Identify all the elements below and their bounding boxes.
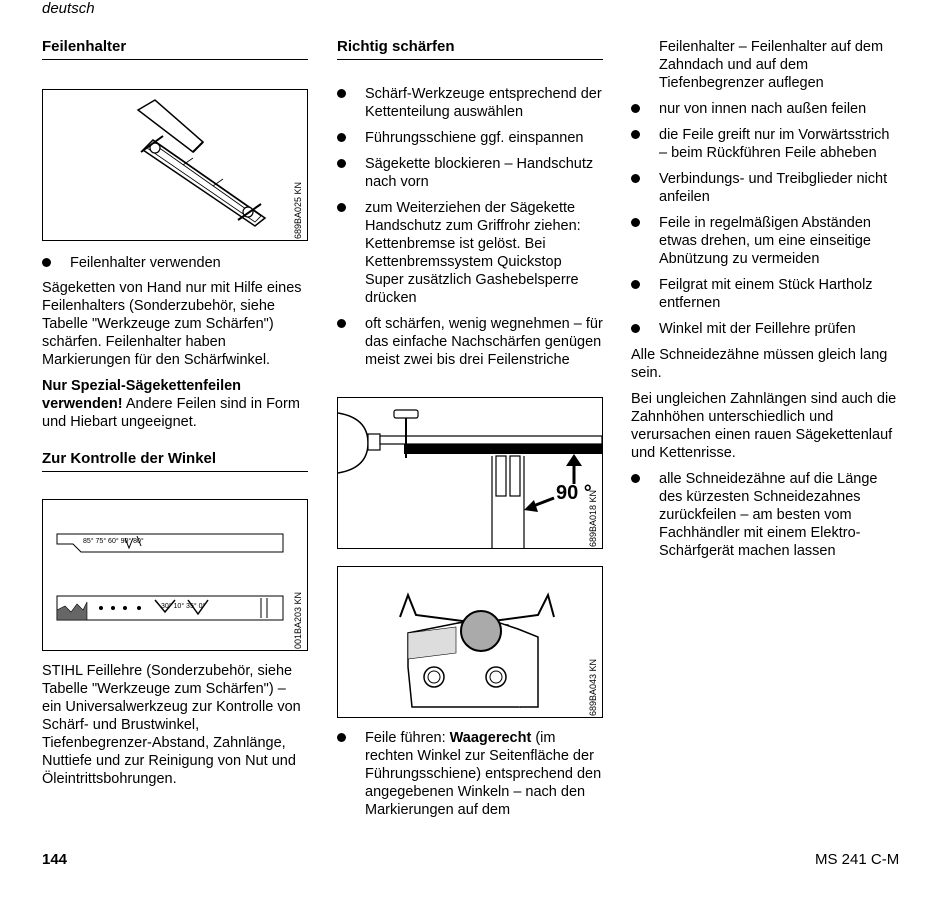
figure-code: 689BA043 KN <box>588 659 598 717</box>
figure-code: 001BA203 KN <box>293 592 303 650</box>
bullet-icon <box>631 174 640 183</box>
bullet-icon <box>631 324 640 333</box>
bullet-item <box>631 170 899 206</box>
paragraph: Sägeketten von Hand nur mit Hilfe eines Feilenhalters (Sonderzubehör, siehe Tabelle "Werkzeuge zum Schärfen") schärfen. Feilenhalter haben Markierungen für den Schärfwinkel. <box>42 280 302 368</box>
paragraph: Bei ungleichen Zahnlängen sind auch die Zahnhöhen unterschiedlich und verursachen einen rauen Sägekettenlauf und Kettenrisse. <box>631 391 897 461</box>
bullet-item <box>631 276 899 312</box>
bullet-item <box>631 126 899 162</box>
file-holder-illustration <box>43 90 307 240</box>
bullet-icon <box>337 159 346 168</box>
bullet-text: Feilenhalter verwenden <box>70 255 221 271</box>
figure-code: 689BA018 KN <box>588 490 598 548</box>
bullet-item <box>631 470 899 560</box>
bullet-icon <box>337 133 346 142</box>
bullet-icon <box>631 130 640 139</box>
bullet-item <box>337 199 603 307</box>
bullet-icon <box>337 203 346 212</box>
file-gauge-illustration <box>43 500 307 650</box>
bullet-icon <box>337 89 346 98</box>
bullet-item <box>631 214 899 268</box>
warning-text: Nur Spezial-Sägekettenfeilen verwenden! <box>42 378 242 412</box>
page-number: 144 <box>42 851 68 868</box>
column-1 <box>42 38 308 60</box>
bullet-text: zum Weiterziehen der Sägekette Handschutz zum Griffrohr ziehen: Kettenbremse ist gelöst. Bei Kettenbremssystem Quickstop Super zusätzlich Gashebelsperre drücken <box>365 200 581 306</box>
bullet-item <box>337 85 603 121</box>
model-name: MS 241 C-M <box>815 851 900 868</box>
bullet-text: Feilgrat mit einem Stück Hartholz entfernen <box>659 277 873 311</box>
column-3 <box>631 38 899 560</box>
bullet-item <box>337 129 603 147</box>
bullet-list <box>337 85 603 369</box>
bullet-text: oft schärfen, wenig wegnehmen – für das einfache Nachschärfen genügen meist zwei bis drei Feilenstriche <box>365 316 603 368</box>
figure-code: 689BA025 KN <box>293 182 303 240</box>
column-1-bottom-text <box>42 662 308 788</box>
bullet-item <box>337 729 603 819</box>
section-heading-feilenhalter: Feilenhalter <box>42 38 308 60</box>
bullet-icon <box>631 104 640 113</box>
bullet-text: nur von innen nach außen feilen <box>659 101 867 117</box>
bullet-text: Schärf-Werkzeuge entsprechend der Kettenteilung auswählen <box>365 86 602 120</box>
paragraph-text: Andere Feilen sind in Form und Hiebart ungeeignet. <box>42 396 300 430</box>
column-1-heading-2 <box>42 450 308 472</box>
gauge-top-labels: 85° 75° 60° 90° 80° <box>83 538 144 545</box>
bullet-icon <box>631 474 640 483</box>
bullet-item <box>631 320 899 338</box>
column-2 <box>337 38 603 369</box>
bullet-text: Verbindungs- und Treibglieder nicht anfeilen <box>659 171 888 205</box>
bullet-text: Feile führen: <box>365 730 450 746</box>
paragraph: Alle Schneidezähne müssen gleich lang sein. <box>631 347 888 381</box>
continuation-text: Feilenhalter – Feilenhalter auf dem Zahndach und auf dem Tiefenbegrenzer auflegen <box>659 39 884 91</box>
bullet-text: Winkel mit der Feillehre prüfen <box>659 321 856 337</box>
filing-angle-illustration <box>338 398 602 548</box>
bullet-item <box>42 254 308 272</box>
bullet-icon <box>42 258 51 267</box>
bullet-item <box>337 155 603 191</box>
paragraph-warning <box>42 377 308 431</box>
bullet-icon <box>631 218 640 227</box>
bullet-text-rest: (im rechten Winkel zur Seitenfläche der Führungsschiene) entsprechend den angegebenen Winkeln – nach den Markierungen auf dem <box>365 730 602 818</box>
bullet-text: Feile in regelmäßigen Abständen etwas drehen, um eine einseitige Abnützung zu vermeiden <box>659 215 871 267</box>
angle-label: 90 ° <box>556 482 592 504</box>
section-heading-winkel: Zur Kontrolle der Winkel <box>42 450 308 472</box>
file-position-figure <box>337 566 603 718</box>
gauge-bottom-labels: 30° 10° 35° 0° <box>161 603 206 610</box>
bullet-item <box>631 100 899 118</box>
bullet-text: alle Schneidezähne auf die Länge des kürzesten Schneidezahnes zurückfeilen – am besten vom Fachhändler mit einem Elektro-Schärfgerät machen lassen <box>659 471 878 559</box>
column-2-bottom <box>337 729 603 819</box>
bullet-text: Führungsschiene ggf. einspannen <box>365 130 584 146</box>
bullet-text: Sägekette blockieren – Handschutz nach vorn <box>365 156 594 190</box>
bullet-bold-text: Waagerecht <box>449 730 532 746</box>
file-holder-figure <box>42 89 308 241</box>
bullet-icon <box>337 319 346 328</box>
bullet-icon <box>337 733 346 742</box>
column-1-text <box>42 254 308 431</box>
paragraph: STIHL Feillehre (Sonderzubehör, siehe Tabelle "Werkzeuge zum Schärfen") – ein Universalwerkzeug zur Kontrolle von Schärf- und Brustwinkel, Tiefenbegrenzer-Abstand, Zahnlänge, Nuttiefe und zur Reinigung von Nut und Öleintrittsbohrungen. <box>42 663 301 787</box>
bullet-icon <box>631 280 640 289</box>
filing-angle-figure <box>337 397 603 549</box>
bullet-text: die Feile greift nur im Vorwärtsstrich – beim Rückführen Feile abheben <box>659 127 890 161</box>
language-label: deutsch <box>42 0 95 17</box>
section-heading-richtig-schaerfen: Richtig schärfen <box>337 38 603 60</box>
file-gauge-figure <box>42 499 308 651</box>
bullet-item <box>337 315 603 369</box>
file-position-illustration <box>338 567 602 717</box>
